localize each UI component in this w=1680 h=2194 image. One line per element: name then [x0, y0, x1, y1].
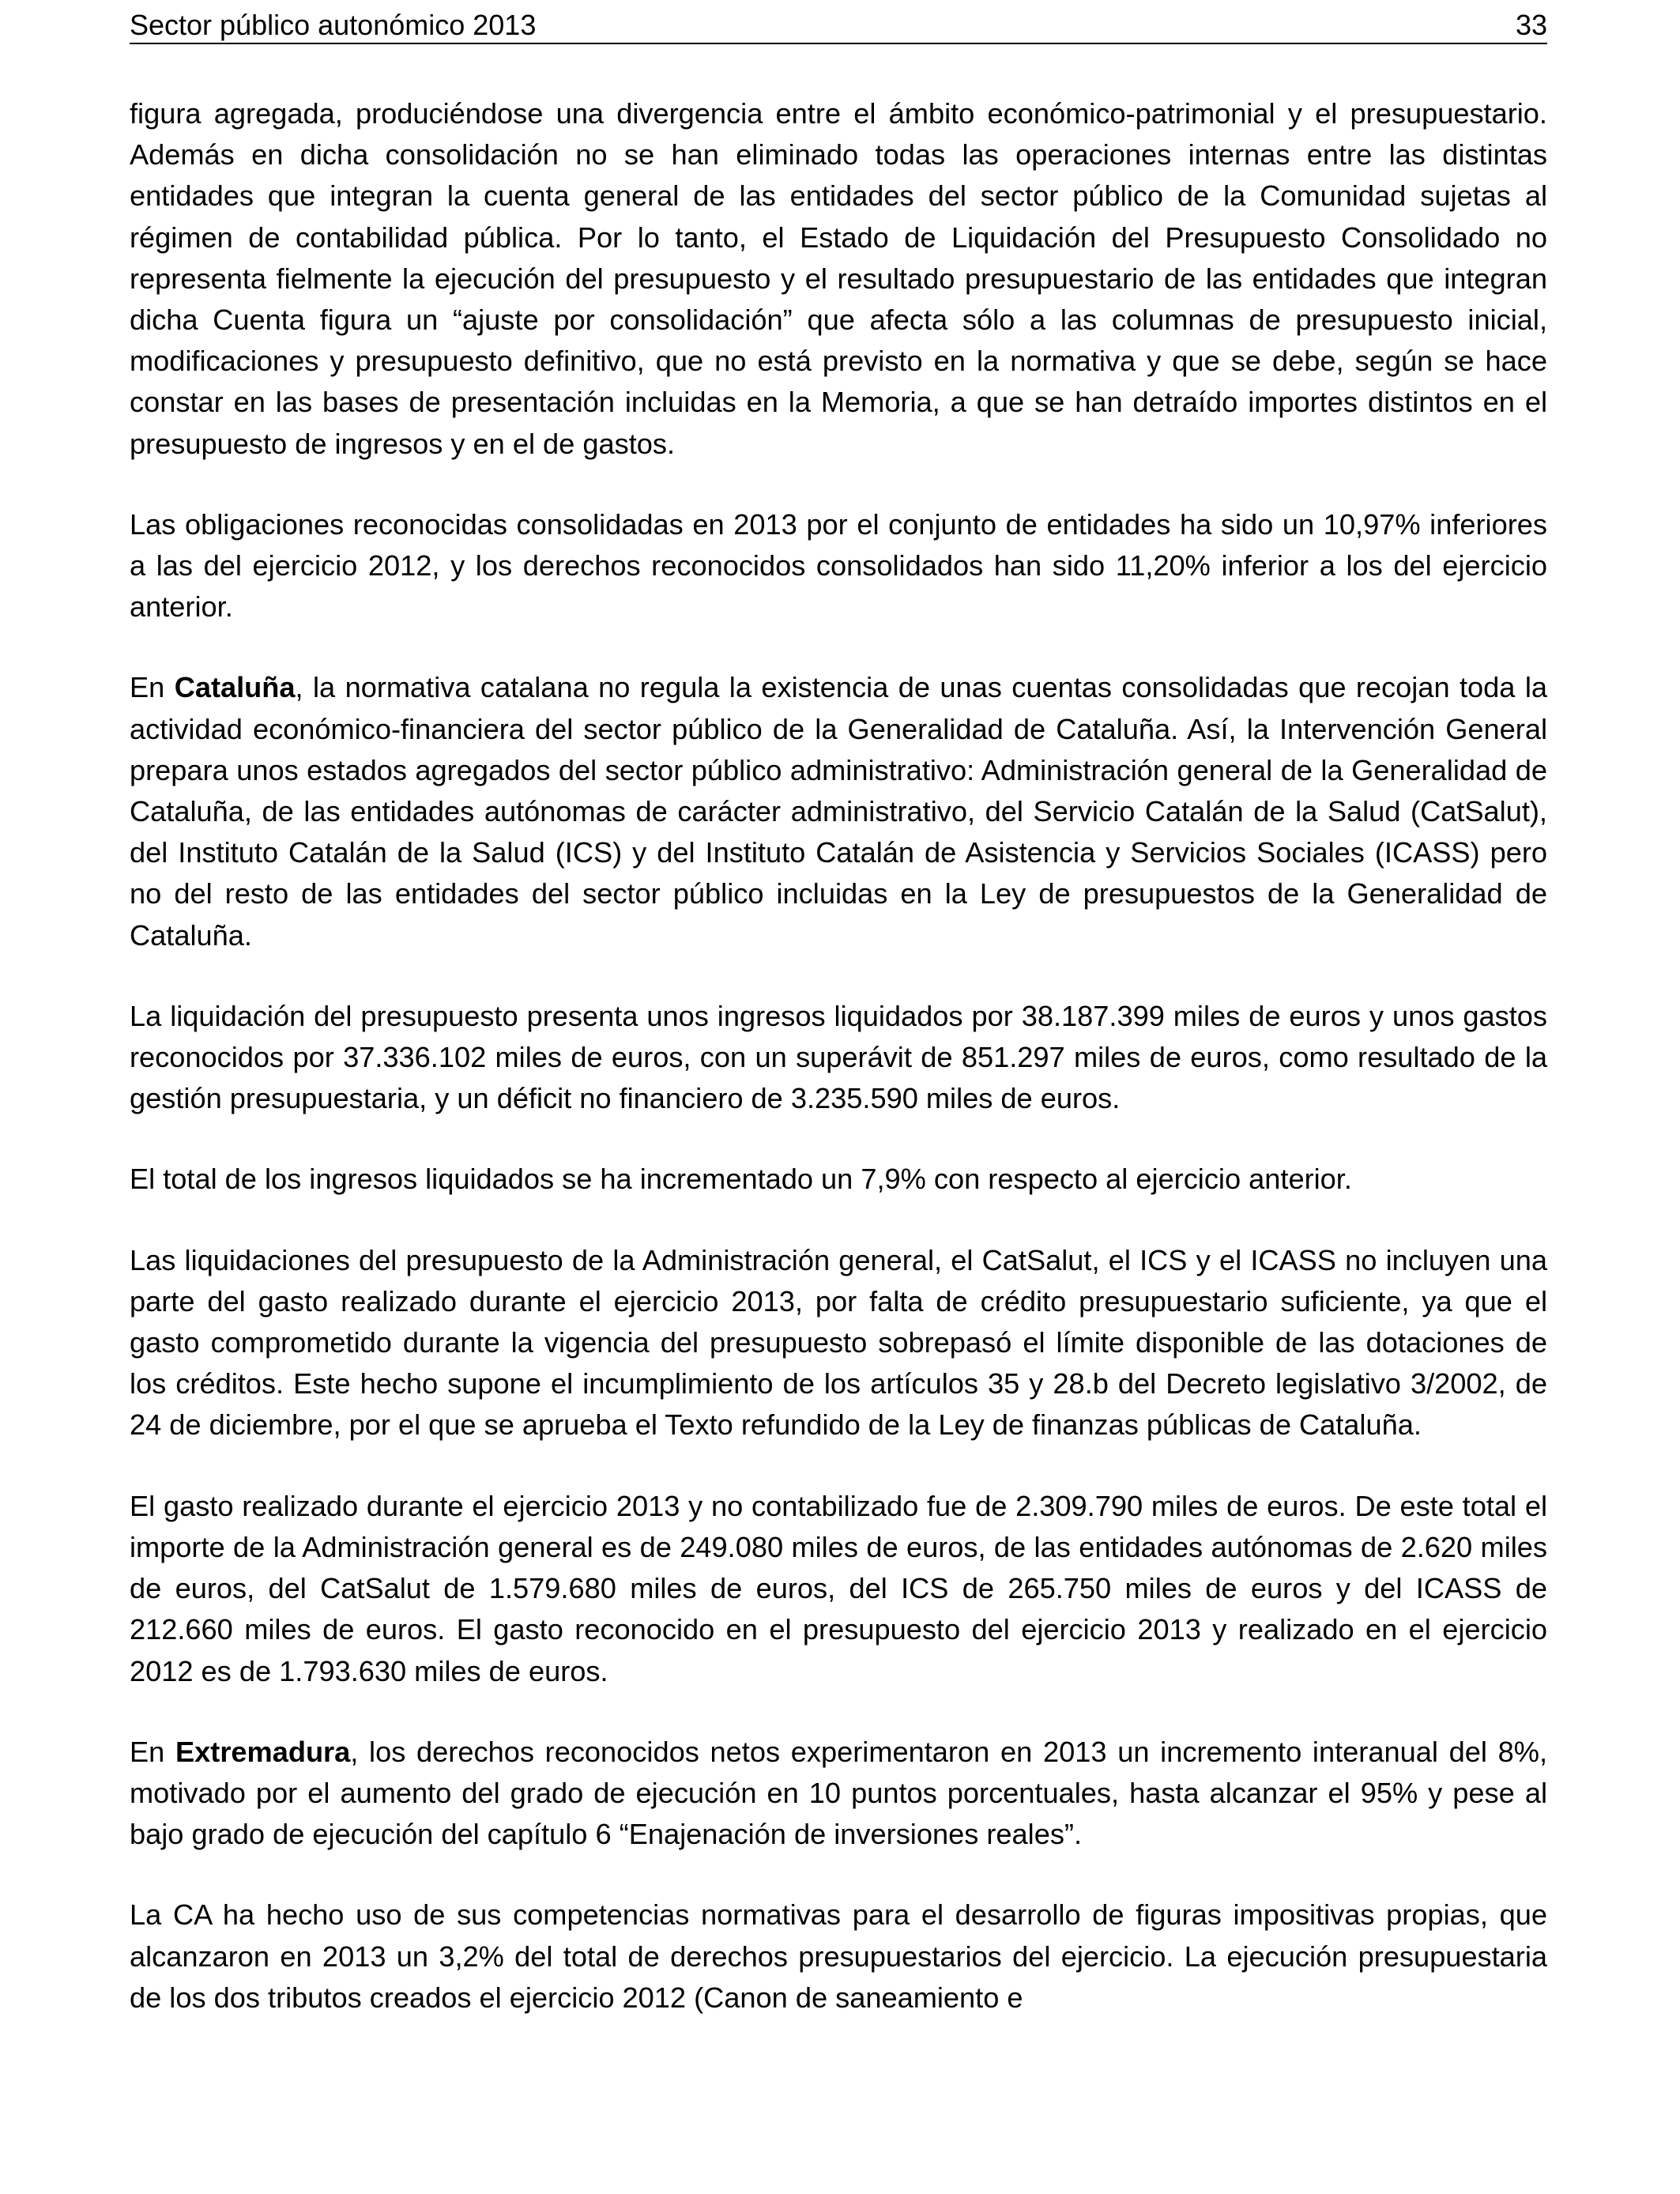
header-title: Sector público autonómico 2013 — [130, 9, 537, 41]
region-name: Extremadura — [175, 1735, 351, 1768]
paragraph: El gasto realizado durante el ejercicio 2013 y no contabilizado fue de 2.309.790 miles de euros. De este total el importe de la Administración general es de 249.080 miles de euros, de las entidades autónomas de 2.620 miles de euros, del CatSalut de 1.579.680 miles de euros, del ICS de 265.750 miles de euros y del ICASS de 212.660 miles de euros. El gasto reconocido en el presupuesto del ejercicio 2013 y realizado en el ejercicio 2012 es de 1.793.630 miles de euros. — [130, 1489, 1547, 1687]
paragraph-extremadura: En Extremadura, los derechos reconocidos netos experimentaron en 2013 un incremento interanual del 8%, motivado por el aumento del grado de ejecución en 10 puntos porcentuales, hasta alcanzar el 95% y pese al bajo grado de ejecución del capítulo 6 “Enajenación de inversiones reales”. — [130, 1735, 1547, 1851]
paragraph-cataluna: En Cataluña, la normativa catalana no regula la existencia de unas cuentas consolidadas que recojan toda la actividad económico-financiera del sector público de la Generalidad de Cataluña. Así, la Intervención General prepara unos estados agregados del sector público administrativo: Administración general de la Generalidad de Cataluña, de las entidades autónomas de carácter administrativo, del Servicio Catalán de la Salud (CatSalut), del Instituto Catalán de la Salud (ICS) y del Instituto Catalán de Asistencia y Servicios Sociales (ICASS) pero no del resto de las entidades del sector público incluidas en la Ley de presupuestos de la Generalidad de Cataluña. — [130, 671, 1547, 952]
paragraph: figura agregada, produciéndose una divergencia entre el ámbito económico-patrimonial y el presupuestario. Además en dicha consolidación no se han eliminado todas las operaciones internas entre las distintas entidades que integran la cuenta general de las entidades del sector público de la Comunidad sujetas al régimen de contabilidad pública. Por lo tanto, el Estado de Liquidación del Presupuesto Consolidado no representa fielmente la ejecución del presupuesto y el resultado presupuestario de las entidades que integran dicha Cuenta figura un “ajuste por consolidación” que afecta sólo a las columnas de presupuesto inicial, modificaciones y presupuesto definitivo, que no está previsto en la normativa y que se debe, según se hace constar en las bases de presentación incluidas en la Memoria, a que se han detraído importes distintos en el presupuesto de ingresos y en el de gastos. — [130, 97, 1547, 460]
page-number: 33 — [1515, 9, 1547, 41]
paragraph: Las obligaciones reconocidas consolidadas en 2013 por el conjunto de entidades ha sido un 10,97% inferiores a las del ejercicio 2012, y los derechos reconocidos consolidados han sido 11,20% inferior a los del ejercicio anterior. — [130, 507, 1547, 624]
region-name: Cataluña — [174, 671, 296, 704]
page-header — [130, 6, 1547, 44]
body-text — [130, 93, 1547, 2019]
paragraph: La CA ha hecho uso de sus competencias normativas para el desarrollo de figuras impositivas propias, que alcanzaron en 2013 un 3,2% del total de derechos presupuestarios del ejercicio. La ejecución presupuestaria de los dos tributos creados el ejercicio 2012 (Canon de saneamiento e — [130, 1898, 1547, 2014]
paragraph: Las liquidaciones del presupuesto de la Administración general, el CatSalut, el ICS y el ICASS no incluyen una parte del gasto realizado durante el ejercicio 2013, por falta de crédito presupuestario suficiente, ya que el gasto comprometido durante la vigencia del presupuesto sobrepasó el límite disponible de las dotaciones de los créditos. Este hecho supone el incumplimiento de los artículos 35 y 28.b del Decreto legislativo 3/2002, de 24 de diciembre, por el que se aprueba el Texto refundido de la Ley de finanzas públicas de Cataluña. — [130, 1243, 1547, 1442]
paragraph: El total de los ingresos liquidados se ha incrementado un 7,9% con respecto al ejercicio anterior. — [130, 1163, 1352, 1196]
paragraph: La liquidación del presupuesto presenta unos ingresos liquidados por 38.187.399 miles de euros y unos gastos reconocidos por 37.336.102 miles de euros, con un superávit de 851.297 miles de euros, como resultado de la gestión presupuestaria, y un déficit no financiero de 3.235.590 miles de euros. — [130, 999, 1547, 1115]
